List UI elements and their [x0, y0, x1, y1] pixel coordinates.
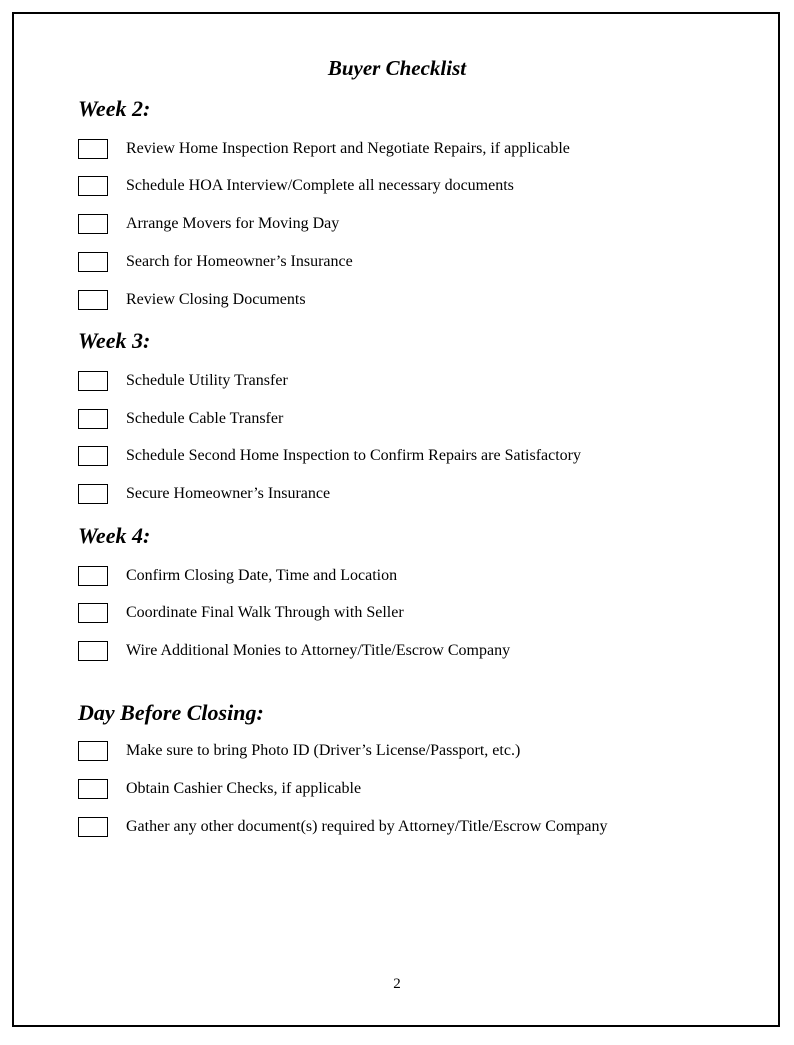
checklist-item — [78, 250, 353, 274]
checklist-item — [78, 482, 330, 506]
document-title: Buyer Checklist — [327, 56, 467, 80]
checklist-item-label: Make sure to bring Photo ID (Driver’s License/Passport, etc.) — [126, 742, 521, 759]
checklist-item — [78, 212, 339, 236]
checkbox[interactable] — [78, 603, 108, 623]
checkbox[interactable] — [78, 566, 108, 586]
checklist-item — [78, 601, 404, 625]
checklist-item — [78, 444, 581, 468]
checkbox[interactable] — [78, 214, 108, 234]
checkbox[interactable] — [78, 484, 108, 504]
checkbox[interactable] — [78, 176, 108, 196]
checkbox[interactable] — [78, 371, 108, 391]
checklist-item-label: Search for Homeowner’s Insurance — [126, 253, 353, 270]
checkbox[interactable] — [78, 779, 108, 799]
checklist-item-label: Arrange Movers for Moving Day — [126, 215, 340, 232]
checklist-item — [78, 564, 397, 588]
section-heading-day-before-closing: Day Before Closing: — [78, 700, 264, 725]
checklist-item-label: Schedule Cable Transfer — [126, 410, 284, 427]
checklist-item — [78, 174, 514, 198]
checklist-item-label: Gather any other document(s) required by Attorney/Title/Escrow Company — [126, 818, 608, 835]
checklist-item — [78, 288, 306, 312]
section-heading-week-2: Week 2: — [78, 96, 151, 121]
section-heading-week-4: Week 4: — [78, 523, 151, 548]
checklist-item-label: Secure Homeowner’s Insurance — [126, 485, 331, 502]
checklist-item — [78, 777, 361, 801]
checklist-item — [78, 739, 520, 763]
checkbox[interactable] — [78, 252, 108, 272]
page-number: 2 — [393, 976, 401, 992]
checklist-item — [78, 137, 570, 161]
checkbox[interactable] — [78, 409, 108, 429]
checklist-item — [78, 369, 288, 393]
section-heading-week-3: Week 3: — [78, 328, 151, 353]
checklist-item-label: Schedule Second Home Inspection to Confirm Repairs are Satisfactory — [126, 447, 581, 464]
checkbox[interactable] — [78, 817, 108, 837]
checkbox[interactable] — [78, 290, 108, 310]
checklist-item — [78, 407, 283, 431]
checkbox[interactable] — [78, 741, 108, 761]
checklist-item-label: Wire Additional Monies to Attorney/Title/Escrow Company — [126, 642, 511, 659]
checklist-item-label: Coordinate Final Walk Through with Seller — [126, 604, 404, 621]
checklist-item-label: Schedule Utility Transfer — [126, 372, 288, 389]
checkbox[interactable] — [78, 139, 108, 159]
checklist-item-label: Schedule HOA Interview/Complete all necessary documents — [126, 177, 514, 194]
page-border — [12, 12, 780, 1027]
checklist-item-label: Confirm Closing Date, Time and Location — [126, 567, 398, 584]
checklist-item — [78, 815, 608, 839]
checklist-item-label: Review Home Inspection Report and Negotiate Repairs, if applicable — [126, 140, 570, 157]
checklist-item-label: Review Closing Documents — [126, 291, 306, 308]
checkbox[interactable] — [78, 446, 108, 466]
checklist-item — [78, 639, 510, 663]
checkbox[interactable] — [78, 641, 108, 661]
checklist-item-label: Obtain Cashier Checks, if applicable — [126, 780, 362, 797]
